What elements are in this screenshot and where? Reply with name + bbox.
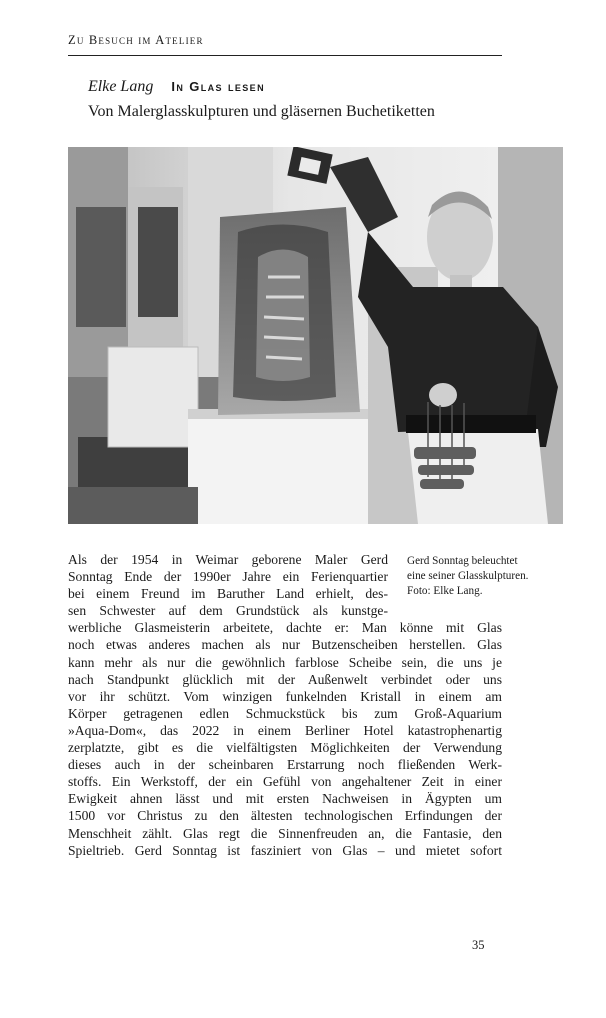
body-line: Spieltrieb. Gerd Sonntag ist fasziniert von Glas – und mietet sofort — [68, 842, 502, 858]
body-line: Körper getragenen edlen Schmuckstück bis zum Groß-Aquarium — [68, 705, 502, 721]
article-title: In Glas lesen — [171, 79, 265, 94]
header-rule — [68, 55, 502, 56]
body-line: noch etwas anderes machen als nur Butzenscheiben herstellen. Glas — [68, 637, 502, 653]
body-line: »Aqua-Dom«, das 2022 in einem Berliner Hotel katastrophenartig — [68, 722, 502, 738]
body-line: zerplatzte, gibt es die vielfältigsten Möglichkeiten der Verwendung — [68, 740, 502, 756]
body-line: Sonntag Ende der 1990er Jahre ein Ferienquartier — [68, 569, 388, 585]
body-line: dieses auch in der scheinbaren Erstarrung noch fließenden Werk- — [68, 757, 502, 773]
photo-caption — [407, 554, 567, 599]
body-line: werbliche Glasmeisterin arbeitete, dachte er: Man könne mit Glas — [68, 620, 502, 636]
body-line: Menschheit zählt. Glas regt die Sinnenfreuden an, die Fantasie, den — [68, 825, 502, 841]
page-number: 35 — [472, 938, 485, 952]
body-line: Als der 1954 in Weimar geborene Maler Gerd — [68, 552, 388, 567]
article-byline — [88, 78, 265, 96]
body-line: stoffs. Ein Werkstoff, der ein Gefühl von angehaltener Zeit in einer — [68, 774, 502, 790]
body-line: Ewigkeit ahnen lässt und mit ersten Nachweisen in Ägypten um — [68, 791, 502, 807]
article-subtitle: Von Malerglasskulpturen und gläsernen Buchetiketten — [88, 103, 435, 120]
body-line: vor ihr schützt. Vom winzigen funkelnden Kristall in einem am — [68, 688, 502, 704]
article-author: Elke Lang — [88, 78, 154, 95]
photo-artist-with-glass-sculpture-icon — [68, 147, 563, 524]
body-line: 1500 vor Christus zu den ältesten technologischen Erfindungen der — [68, 808, 502, 824]
caption-credit: Foto: Elke Lang. — [407, 585, 483, 597]
article-photo — [68, 147, 563, 524]
caption-line: Gerd Sonntag beleuchtet — [407, 555, 518, 567]
body-line: kann mehr als nur die gewöhnlich farblose Scheibe sein, die uns je — [68, 654, 502, 670]
body-line: bei einem Freund im Baruther Land erhielt, des- — [68, 586, 388, 602]
running-head: Zu Besuch im Atelier — [68, 33, 204, 47]
caption-line: eine seiner Glasskulpturen. — [407, 570, 529, 582]
body-line: nach Standpunkt glücklich mit der Außenwelt verbindet oder uns — [68, 671, 502, 687]
body-line: sen Schwester auf dem Grundstück als kunstge- — [68, 603, 388, 619]
